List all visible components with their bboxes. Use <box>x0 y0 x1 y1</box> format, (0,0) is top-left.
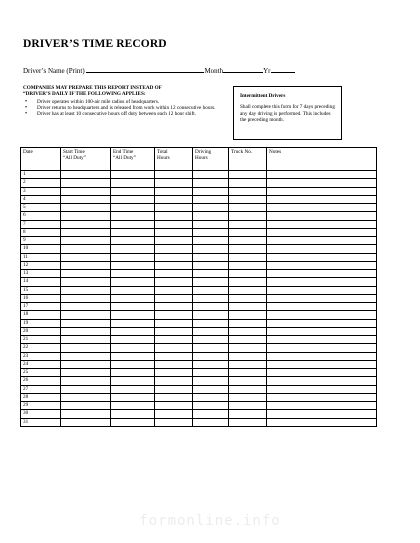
total-hours-cell[interactable] <box>155 410 193 418</box>
notes-cell[interactable] <box>267 402 377 410</box>
end-time-cell[interactable] <box>111 195 155 203</box>
notes-cell[interactable] <box>267 294 377 302</box>
notice-condition-item: • Driver has at least 10 consecutive hours off duty between each 12 hour shift. <box>23 111 228 117</box>
total-hours-cell[interactable] <box>155 253 193 261</box>
truck-no-cell[interactable] <box>229 171 267 179</box>
table-row <box>21 410 377 418</box>
total-hours-cell[interactable] <box>155 360 193 368</box>
table-row <box>21 327 377 335</box>
truck-no-cell[interactable] <box>229 319 267 327</box>
start-time-cell[interactable] <box>61 344 111 352</box>
start-time-cell[interactable] <box>61 294 111 302</box>
end-time-cell[interactable] <box>111 278 155 286</box>
end-time-cell[interactable] <box>111 369 155 377</box>
watermark-text: formonline.info <box>139 513 281 529</box>
start-time-cell[interactable] <box>61 212 111 220</box>
table-row <box>21 261 377 269</box>
end-time-cell[interactable] <box>111 228 155 236</box>
truck-no-cell[interactable] <box>229 204 267 212</box>
notes-cell[interactable] <box>267 369 377 377</box>
total-hours-cell[interactable] <box>155 303 193 311</box>
driving-hours-cell[interactable] <box>193 220 229 228</box>
total-hours-cell[interactable] <box>155 311 193 319</box>
driving-hours-cell[interactable] <box>193 179 229 187</box>
table-row <box>21 270 377 278</box>
driving-hours-cell[interactable] <box>193 204 229 212</box>
notes-cell[interactable] <box>267 270 377 278</box>
truck-no-cell[interactable] <box>229 327 267 335</box>
start-time-cell[interactable] <box>61 385 111 393</box>
driving-hours-cell[interactable] <box>193 286 229 294</box>
truck-no-cell[interactable] <box>229 369 267 377</box>
day-number: 1 <box>21 171 61 179</box>
end-time-cell[interactable] <box>111 385 155 393</box>
total-hours-cell[interactable] <box>155 385 193 393</box>
truck-no-cell[interactable] <box>229 410 267 418</box>
table-row <box>21 385 377 393</box>
day-number: 26 <box>21 377 61 385</box>
day-number: 13 <box>21 270 61 278</box>
table-row <box>21 303 377 311</box>
table-row <box>21 286 377 294</box>
day-number: 9 <box>21 237 61 245</box>
day-number: 16 <box>21 294 61 302</box>
notes-cell[interactable] <box>267 179 377 187</box>
end-time-cell[interactable] <box>111 303 155 311</box>
notes-cell[interactable] <box>267 261 377 269</box>
total-hours-cell[interactable] <box>155 369 193 377</box>
total-hours-cell[interactable] <box>155 195 193 203</box>
day-number: 29 <box>21 402 61 410</box>
notes-cell[interactable] <box>267 212 377 220</box>
driving-hours-cell[interactable] <box>193 344 229 352</box>
start-time-cell[interactable] <box>61 303 111 311</box>
notice-heading-line1: COMPANIES MAY PREPARE THIS REPORT INSTEAD OF <box>23 85 162 91</box>
total-hours-cell[interactable] <box>155 286 193 294</box>
day-number: 21 <box>21 336 61 344</box>
total-hours-cell[interactable] <box>155 336 193 344</box>
intermittent-drivers-text: Shall complete this form for 7 days preceding any day driving is performed. This includes the preceding month. <box>240 104 335 123</box>
total-hours-cell[interactable] <box>155 228 193 236</box>
total-hours-cell[interactable] <box>155 393 193 401</box>
table-row <box>21 319 377 327</box>
header-start-time: Start Time “All Duty” <box>61 148 111 171</box>
notes-cell[interactable] <box>267 360 377 368</box>
end-time-cell[interactable] <box>111 360 155 368</box>
notes-cell[interactable] <box>267 410 377 418</box>
form-title: DRIVER’S TIME RECORD <box>23 38 167 50</box>
driving-hours-cell[interactable] <box>193 228 229 236</box>
end-time-cell[interactable] <box>111 171 155 179</box>
end-time-cell[interactable] <box>111 319 155 327</box>
driver-name-label: Driver’s Name (Print) <box>23 67 85 75</box>
notes-cell[interactable] <box>267 286 377 294</box>
start-time-cell[interactable] <box>61 220 111 228</box>
table-row <box>21 237 377 245</box>
notes-cell[interactable] <box>267 187 377 195</box>
end-time-cell[interactable] <box>111 187 155 195</box>
day-number: 12 <box>21 261 61 269</box>
truck-no-cell[interactable] <box>229 253 267 261</box>
truck-no-cell[interactable] <box>229 418 267 426</box>
truck-no-cell[interactable] <box>229 402 267 410</box>
start-time-cell[interactable] <box>61 377 111 385</box>
driving-hours-cell[interactable] <box>193 319 229 327</box>
year-field[interactable] <box>271 66 295 73</box>
total-hours-cell[interactable] <box>155 245 193 253</box>
day-number: 17 <box>21 303 61 311</box>
driving-hours-cell[interactable] <box>193 311 229 319</box>
notes-cell[interactable] <box>267 237 377 245</box>
truck-no-cell[interactable] <box>229 270 267 278</box>
total-hours-cell[interactable] <box>155 171 193 179</box>
driving-hours-cell[interactable] <box>193 187 229 195</box>
notes-cell[interactable] <box>267 253 377 261</box>
start-time-cell[interactable] <box>61 237 111 245</box>
truck-no-cell[interactable] <box>229 245 267 253</box>
day-number: 14 <box>21 278 61 286</box>
notes-cell[interactable] <box>267 327 377 335</box>
table-row <box>21 311 377 319</box>
table-row <box>21 294 377 302</box>
table-body <box>21 171 377 427</box>
truck-no-cell[interactable] <box>229 336 267 344</box>
truck-no-cell[interactable] <box>229 261 267 269</box>
driving-hours-cell[interactable] <box>193 253 229 261</box>
start-time-cell[interactable] <box>61 179 111 187</box>
day-number: 23 <box>21 352 61 360</box>
start-time-cell[interactable] <box>61 352 111 360</box>
driving-hours-cell[interactable] <box>193 195 229 203</box>
end-time-cell[interactable] <box>111 237 155 245</box>
header-notes: Notes <box>267 148 377 171</box>
truck-no-cell[interactable] <box>229 311 267 319</box>
end-time-cell[interactable] <box>111 179 155 187</box>
start-time-cell[interactable] <box>61 402 111 410</box>
start-time-cell[interactable] <box>61 369 111 377</box>
table-row <box>21 245 377 253</box>
truck-no-cell[interactable] <box>229 195 267 203</box>
end-time-cell[interactable] <box>111 418 155 426</box>
start-time-cell[interactable] <box>61 171 111 179</box>
total-hours-cell[interactable] <box>155 402 193 410</box>
end-time-cell[interactable] <box>111 253 155 261</box>
day-number: 3 <box>21 187 61 195</box>
truck-no-cell[interactable] <box>229 393 267 401</box>
day-number: 10 <box>21 245 61 253</box>
end-time-cell[interactable] <box>111 410 155 418</box>
driving-hours-cell[interactable] <box>193 245 229 253</box>
day-number: 6 <box>21 212 61 220</box>
end-time-cell[interactable] <box>111 220 155 228</box>
day-number: 5 <box>21 204 61 212</box>
end-time-cell[interactable] <box>111 344 155 352</box>
driving-hours-cell[interactable] <box>193 270 229 278</box>
notes-cell[interactable] <box>267 171 377 179</box>
table-row <box>21 377 377 385</box>
notes-cell[interactable] <box>267 352 377 360</box>
total-hours-cell[interactable] <box>155 319 193 327</box>
total-hours-cell[interactable] <box>155 179 193 187</box>
truck-no-cell[interactable] <box>229 360 267 368</box>
end-time-cell[interactable] <box>111 270 155 278</box>
notice-heading-line2: “DRIVER’S DAILY IF THE FOLLOWING APPLIES: <box>23 91 146 98</box>
total-hours-cell[interactable] <box>155 352 193 360</box>
table-row <box>21 402 377 410</box>
end-time-cell[interactable] <box>111 294 155 302</box>
table-row <box>21 179 377 187</box>
driving-hours-cell[interactable] <box>193 278 229 286</box>
day-number: 8 <box>21 228 61 236</box>
end-time-cell[interactable] <box>111 352 155 360</box>
driving-hours-cell[interactable] <box>193 171 229 179</box>
table-row <box>21 220 377 228</box>
driving-hours-cell[interactable] <box>193 294 229 302</box>
end-time-cell[interactable] <box>111 402 155 410</box>
notes-cell[interactable] <box>267 228 377 236</box>
time-record-table <box>20 147 377 427</box>
notes-cell[interactable] <box>267 220 377 228</box>
driving-hours-cell[interactable] <box>193 410 229 418</box>
start-time-cell[interactable] <box>61 245 111 253</box>
driving-hours-cell[interactable] <box>193 393 229 401</box>
day-number: 4 <box>21 195 61 203</box>
year-label: Yr <box>263 67 271 75</box>
truck-no-cell[interactable] <box>229 212 267 220</box>
table-row <box>21 418 377 426</box>
table-row <box>21 228 377 236</box>
table-row <box>21 336 377 344</box>
start-time-cell[interactable] <box>61 286 111 294</box>
table-header-row <box>21 148 377 171</box>
driving-hours-cell[interactable] <box>193 377 229 385</box>
driving-hours-cell[interactable] <box>193 261 229 269</box>
start-time-cell[interactable] <box>61 311 111 319</box>
total-hours-cell[interactable] <box>155 220 193 228</box>
end-time-cell[interactable] <box>111 286 155 294</box>
header-date: Date <box>21 148 61 171</box>
table-row <box>21 360 377 368</box>
driving-hours-cell[interactable] <box>193 303 229 311</box>
driver-info-line <box>23 66 403 75</box>
total-hours-cell[interactable] <box>155 294 193 302</box>
start-time-cell[interactable] <box>61 418 111 426</box>
driver-name-field[interactable] <box>86 66 204 73</box>
notes-cell[interactable] <box>267 311 377 319</box>
notes-cell[interactable] <box>267 393 377 401</box>
notes-cell[interactable] <box>267 336 377 344</box>
truck-no-cell[interactable] <box>229 303 267 311</box>
notes-cell[interactable] <box>267 195 377 203</box>
end-time-cell[interactable] <box>111 261 155 269</box>
day-number: 11 <box>21 253 61 261</box>
truck-no-cell[interactable] <box>229 220 267 228</box>
notice-conditions-list <box>23 99 228 118</box>
day-number: 20 <box>21 327 61 335</box>
end-time-cell[interactable] <box>111 393 155 401</box>
truck-no-cell[interactable] <box>229 352 267 360</box>
notice-condition-item: • Driver operates within 100-air mile radius of headquarters. <box>23 99 228 105</box>
total-hours-cell[interactable] <box>155 344 193 352</box>
start-time-cell[interactable] <box>61 270 111 278</box>
start-time-cell[interactable] <box>61 228 111 236</box>
start-time-cell[interactable] <box>61 319 111 327</box>
header-driving-hours: Driving Hours <box>193 148 229 171</box>
notes-cell[interactable] <box>267 204 377 212</box>
notes-cell[interactable] <box>267 377 377 385</box>
total-hours-cell[interactable] <box>155 278 193 286</box>
truck-no-cell[interactable] <box>229 286 267 294</box>
total-hours-cell[interactable] <box>155 377 193 385</box>
header-truck-no: Truck No. <box>229 148 267 171</box>
truck-no-cell[interactable] <box>229 278 267 286</box>
total-hours-cell[interactable] <box>155 237 193 245</box>
start-time-cell[interactable] <box>61 187 111 195</box>
notes-cell[interactable] <box>267 385 377 393</box>
driving-hours-cell[interactable] <box>193 327 229 335</box>
truck-no-cell[interactable] <box>229 228 267 236</box>
table-row <box>21 195 377 203</box>
day-number: 15 <box>21 286 61 294</box>
day-number: 30 <box>21 410 61 418</box>
end-time-cell[interactable] <box>111 311 155 319</box>
total-hours-cell[interactable] <box>155 212 193 220</box>
day-number: 25 <box>21 369 61 377</box>
driving-hours-cell[interactable] <box>193 352 229 360</box>
truck-no-cell[interactable] <box>229 294 267 302</box>
day-number: 27 <box>21 385 61 393</box>
driving-hours-cell[interactable] <box>193 418 229 426</box>
end-time-cell[interactable] <box>111 336 155 344</box>
truck-no-cell[interactable] <box>229 187 267 195</box>
start-time-cell[interactable] <box>61 261 111 269</box>
driving-hours-cell[interactable] <box>193 212 229 220</box>
total-hours-cell[interactable] <box>155 204 193 212</box>
total-hours-cell[interactable] <box>155 270 193 278</box>
notes-cell[interactable] <box>267 303 377 311</box>
table-row <box>21 171 377 179</box>
total-hours-cell[interactable] <box>155 418 193 426</box>
table-row <box>21 344 377 352</box>
intermittent-drivers-title: Intermittent Drivers <box>240 93 286 99</box>
start-time-cell[interactable] <box>61 195 111 203</box>
total-hours-cell[interactable] <box>155 261 193 269</box>
day-number: 31 <box>21 418 61 426</box>
start-time-cell[interactable] <box>61 278 111 286</box>
end-time-cell[interactable] <box>111 212 155 220</box>
table-row <box>21 212 377 220</box>
start-time-cell[interactable] <box>61 360 111 368</box>
table-row <box>21 187 377 195</box>
table-row <box>21 278 377 286</box>
start-time-cell[interactable] <box>61 336 111 344</box>
notes-cell[interactable] <box>267 319 377 327</box>
start-time-cell[interactable] <box>61 393 111 401</box>
notes-cell[interactable] <box>267 418 377 426</box>
driving-hours-cell[interactable] <box>193 237 229 245</box>
driving-hours-cell[interactable] <box>193 369 229 377</box>
day-number: 24 <box>21 360 61 368</box>
driving-hours-cell[interactable] <box>193 360 229 368</box>
month-field[interactable] <box>223 66 263 73</box>
table-row <box>21 204 377 212</box>
table-row <box>21 352 377 360</box>
total-hours-cell[interactable] <box>155 327 193 335</box>
table-row <box>21 393 377 401</box>
month-label: Month <box>204 67 224 75</box>
driving-hours-cell[interactable] <box>193 336 229 344</box>
day-number: 7 <box>21 220 61 228</box>
notes-cell[interactable] <box>267 278 377 286</box>
truck-no-cell[interactable] <box>229 237 267 245</box>
day-number: 2 <box>21 179 61 187</box>
end-time-cell[interactable] <box>111 245 155 253</box>
truck-no-cell[interactable] <box>229 179 267 187</box>
start-time-cell[interactable] <box>61 410 111 418</box>
day-number: 18 <box>21 311 61 319</box>
notice-section <box>23 85 228 117</box>
day-number: 22 <box>21 344 61 352</box>
notes-cell[interactable] <box>267 245 377 253</box>
notice-condition-item: • Driver returns to headquarters and is released from work within 12 consecutive hours. <box>23 105 228 111</box>
start-time-cell[interactable] <box>61 253 111 261</box>
notes-cell[interactable] <box>267 344 377 352</box>
end-time-cell[interactable] <box>111 377 155 385</box>
total-hours-cell[interactable] <box>155 187 193 195</box>
driving-hours-cell[interactable] <box>193 385 229 393</box>
start-time-cell[interactable] <box>61 204 111 212</box>
header-total-hours: Total Hours <box>155 148 193 171</box>
table-row <box>21 253 377 261</box>
day-number: 19 <box>21 319 61 327</box>
truck-no-cell[interactable] <box>229 377 267 385</box>
header-end-time: End Time “All Duty” <box>111 148 155 171</box>
end-time-cell[interactable] <box>111 204 155 212</box>
end-time-cell[interactable] <box>111 327 155 335</box>
day-number: 28 <box>21 393 61 401</box>
driving-hours-cell[interactable] <box>193 402 229 410</box>
intermittent-drivers-box <box>233 86 342 140</box>
truck-no-cell[interactable] <box>229 344 267 352</box>
start-time-cell[interactable] <box>61 327 111 335</box>
truck-no-cell[interactable] <box>229 385 267 393</box>
table-row <box>21 369 377 377</box>
